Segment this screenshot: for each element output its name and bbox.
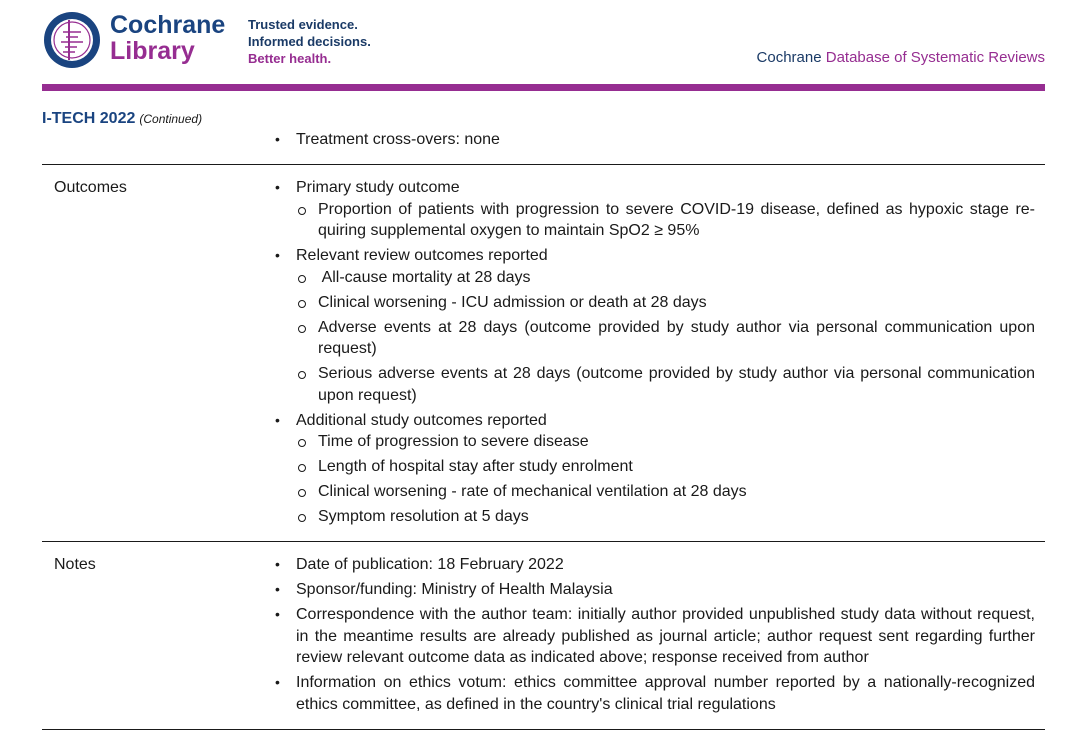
- sub-list-item: Clinical worsening - rate of mechanical ventilation at 28 days: [296, 481, 1035, 503]
- additional-outcomes-heading: Additional study outcomes reported: [296, 411, 547, 429]
- logo-line1: Cochrane: [110, 11, 226, 39]
- sub-list-item: Adverse events at 28 days (outcome provided by study author via personal communication upon request): [296, 317, 1035, 360]
- database-name: Database of Systematic Reviews: [825, 49, 1045, 66]
- table-row-notes: [42, 542, 1045, 730]
- row-body: [275, 165, 1045, 541]
- tagline-line3: Better health.: [248, 51, 332, 66]
- logo-wordmark: [110, 12, 225, 64]
- bullet-list: [275, 554, 1035, 715]
- list-item: [275, 410, 1035, 528]
- sub-list-item: Clinical worsening - ICU admission or death at 28 days: [296, 292, 1035, 314]
- database-prefix: Cochrane: [756, 49, 822, 66]
- sub-list: [296, 431, 1035, 528]
- list-item: [275, 245, 1035, 406]
- tagline-line2: Informed decisions.: [248, 34, 371, 49]
- list-item: • Information on ethics votum: ethics committee approval number reported by a nationally-recognized ethics committee, as defined in the country's clinical trial regulations: [275, 672, 1035, 715]
- list-item: [275, 177, 1035, 242]
- relevant-outcomes-heading: Relevant review outcomes reported: [296, 247, 548, 264]
- list-item: • Sponsor/funding: Ministry of Health Malaysia: [275, 579, 1035, 601]
- logo-line2: Library: [110, 37, 195, 65]
- database-title: [757, 49, 1045, 66]
- row-label: [42, 128, 275, 164]
- sub-list: [296, 199, 1035, 242]
- list-item: • Correspondence with the author team: initially author provided unpublished study data without request, in the meantime results are already published as journal article; author request sent regarding further review relevant outcome data as indicated above; response received from author: [275, 604, 1035, 669]
- sub-list-item: Length of hospital stay after study enrolment: [296, 456, 1035, 478]
- sub-list-item: Proportion of patients with progression to severe COVID-19 disease, defined as hypoxic stage requiring supplemental oxygen to maintain SpO2 ≥ 95%: [296, 199, 1035, 242]
- tagline: [248, 16, 371, 67]
- row-label: Outcomes: [54, 179, 127, 196]
- table-row-methods-continued: [42, 128, 1045, 165]
- bullet-list: [275, 177, 1035, 528]
- study-id-heading: [42, 110, 202, 128]
- row-body: [275, 128, 1045, 164]
- sub-list: [296, 267, 1035, 407]
- list-item: • Treatment cross-overs: none: [275, 129, 1035, 151]
- study-id: I-TECH 2022: [42, 110, 136, 127]
- list-item: • Date of publication: 18 February 2022: [275, 554, 1035, 576]
- characteristics-table: [42, 128, 1045, 730]
- sub-list-item: Serious adverse events at 28 days (outcome provided by study author via personal communication upon request): [296, 363, 1035, 406]
- page-header: [0, 0, 1080, 92]
- tagline-line1: Trusted evidence.: [248, 17, 358, 32]
- sub-list-item: All-cause mortality at 28 days: [296, 267, 1035, 289]
- row-body: [275, 542, 1045, 729]
- header-divider: [42, 84, 1045, 91]
- sub-list-item: Time of progression to severe disease: [296, 431, 1035, 453]
- sub-list-item: Symptom resolution at 5 days: [296, 506, 1035, 528]
- bullet-list: [275, 129, 1035, 151]
- cochrane-logo-icon: [42, 10, 102, 70]
- primary-outcome-heading: Primary study outcome: [296, 179, 460, 196]
- continued-label: (Continued): [139, 112, 203, 126]
- row-label: Notes: [54, 556, 96, 573]
- table-row-outcomes: [42, 165, 1045, 542]
